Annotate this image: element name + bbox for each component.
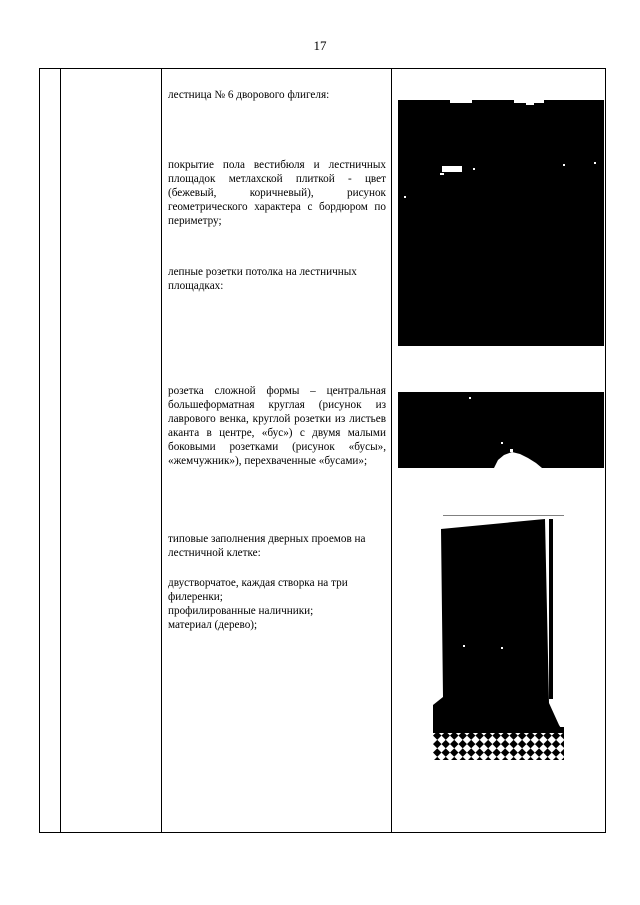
ceiling-rosettes-text: лепные розетки потолка на лестничных площадках: bbox=[168, 266, 357, 292]
vestibule-photo bbox=[398, 100, 604, 346]
rosette-photo bbox=[398, 392, 604, 468]
door-line-2: профилированные наличники; bbox=[168, 605, 314, 617]
door-photo-drawing bbox=[433, 515, 564, 760]
vestibule-photo-artifacts bbox=[398, 100, 604, 346]
rosette-photo-artifacts bbox=[398, 392, 604, 468]
staircase-title: лестница № 6 дворового флигеля: bbox=[168, 89, 330, 101]
column-divider-1 bbox=[60, 69, 61, 832]
door-line-1: двустворчатое, каждая створка на три филеренки; bbox=[168, 577, 348, 603]
door-line-3: материал (дерево); bbox=[168, 619, 258, 631]
column-divider-2 bbox=[161, 69, 162, 832]
door-fillings-list bbox=[168, 576, 386, 632]
door-fillings-title: типовые заполнения дверных проемов на лестничной клетке: bbox=[168, 533, 366, 559]
page-number: 17 bbox=[313, 38, 327, 53]
column-divider-3 bbox=[391, 69, 392, 832]
door-photo bbox=[433, 515, 564, 760]
floor-covering-text: покрытие пола вестибюля и лестничных площадок метлахской плиткой - цвет (бежевый, коричневый), рисунок геометрического характера с бордюром по периметру; bbox=[168, 159, 386, 227]
complex-rosette-text: розетка сложной формы – центральная большеформатная круглая (рисунок из лаврового венка, круглой розетки из листьев аканта в центре, «бус») с двумя малыми боковыми розетками (рисунок «бусы», «жемчужник»), перехваченные «бусами»; bbox=[168, 385, 386, 467]
